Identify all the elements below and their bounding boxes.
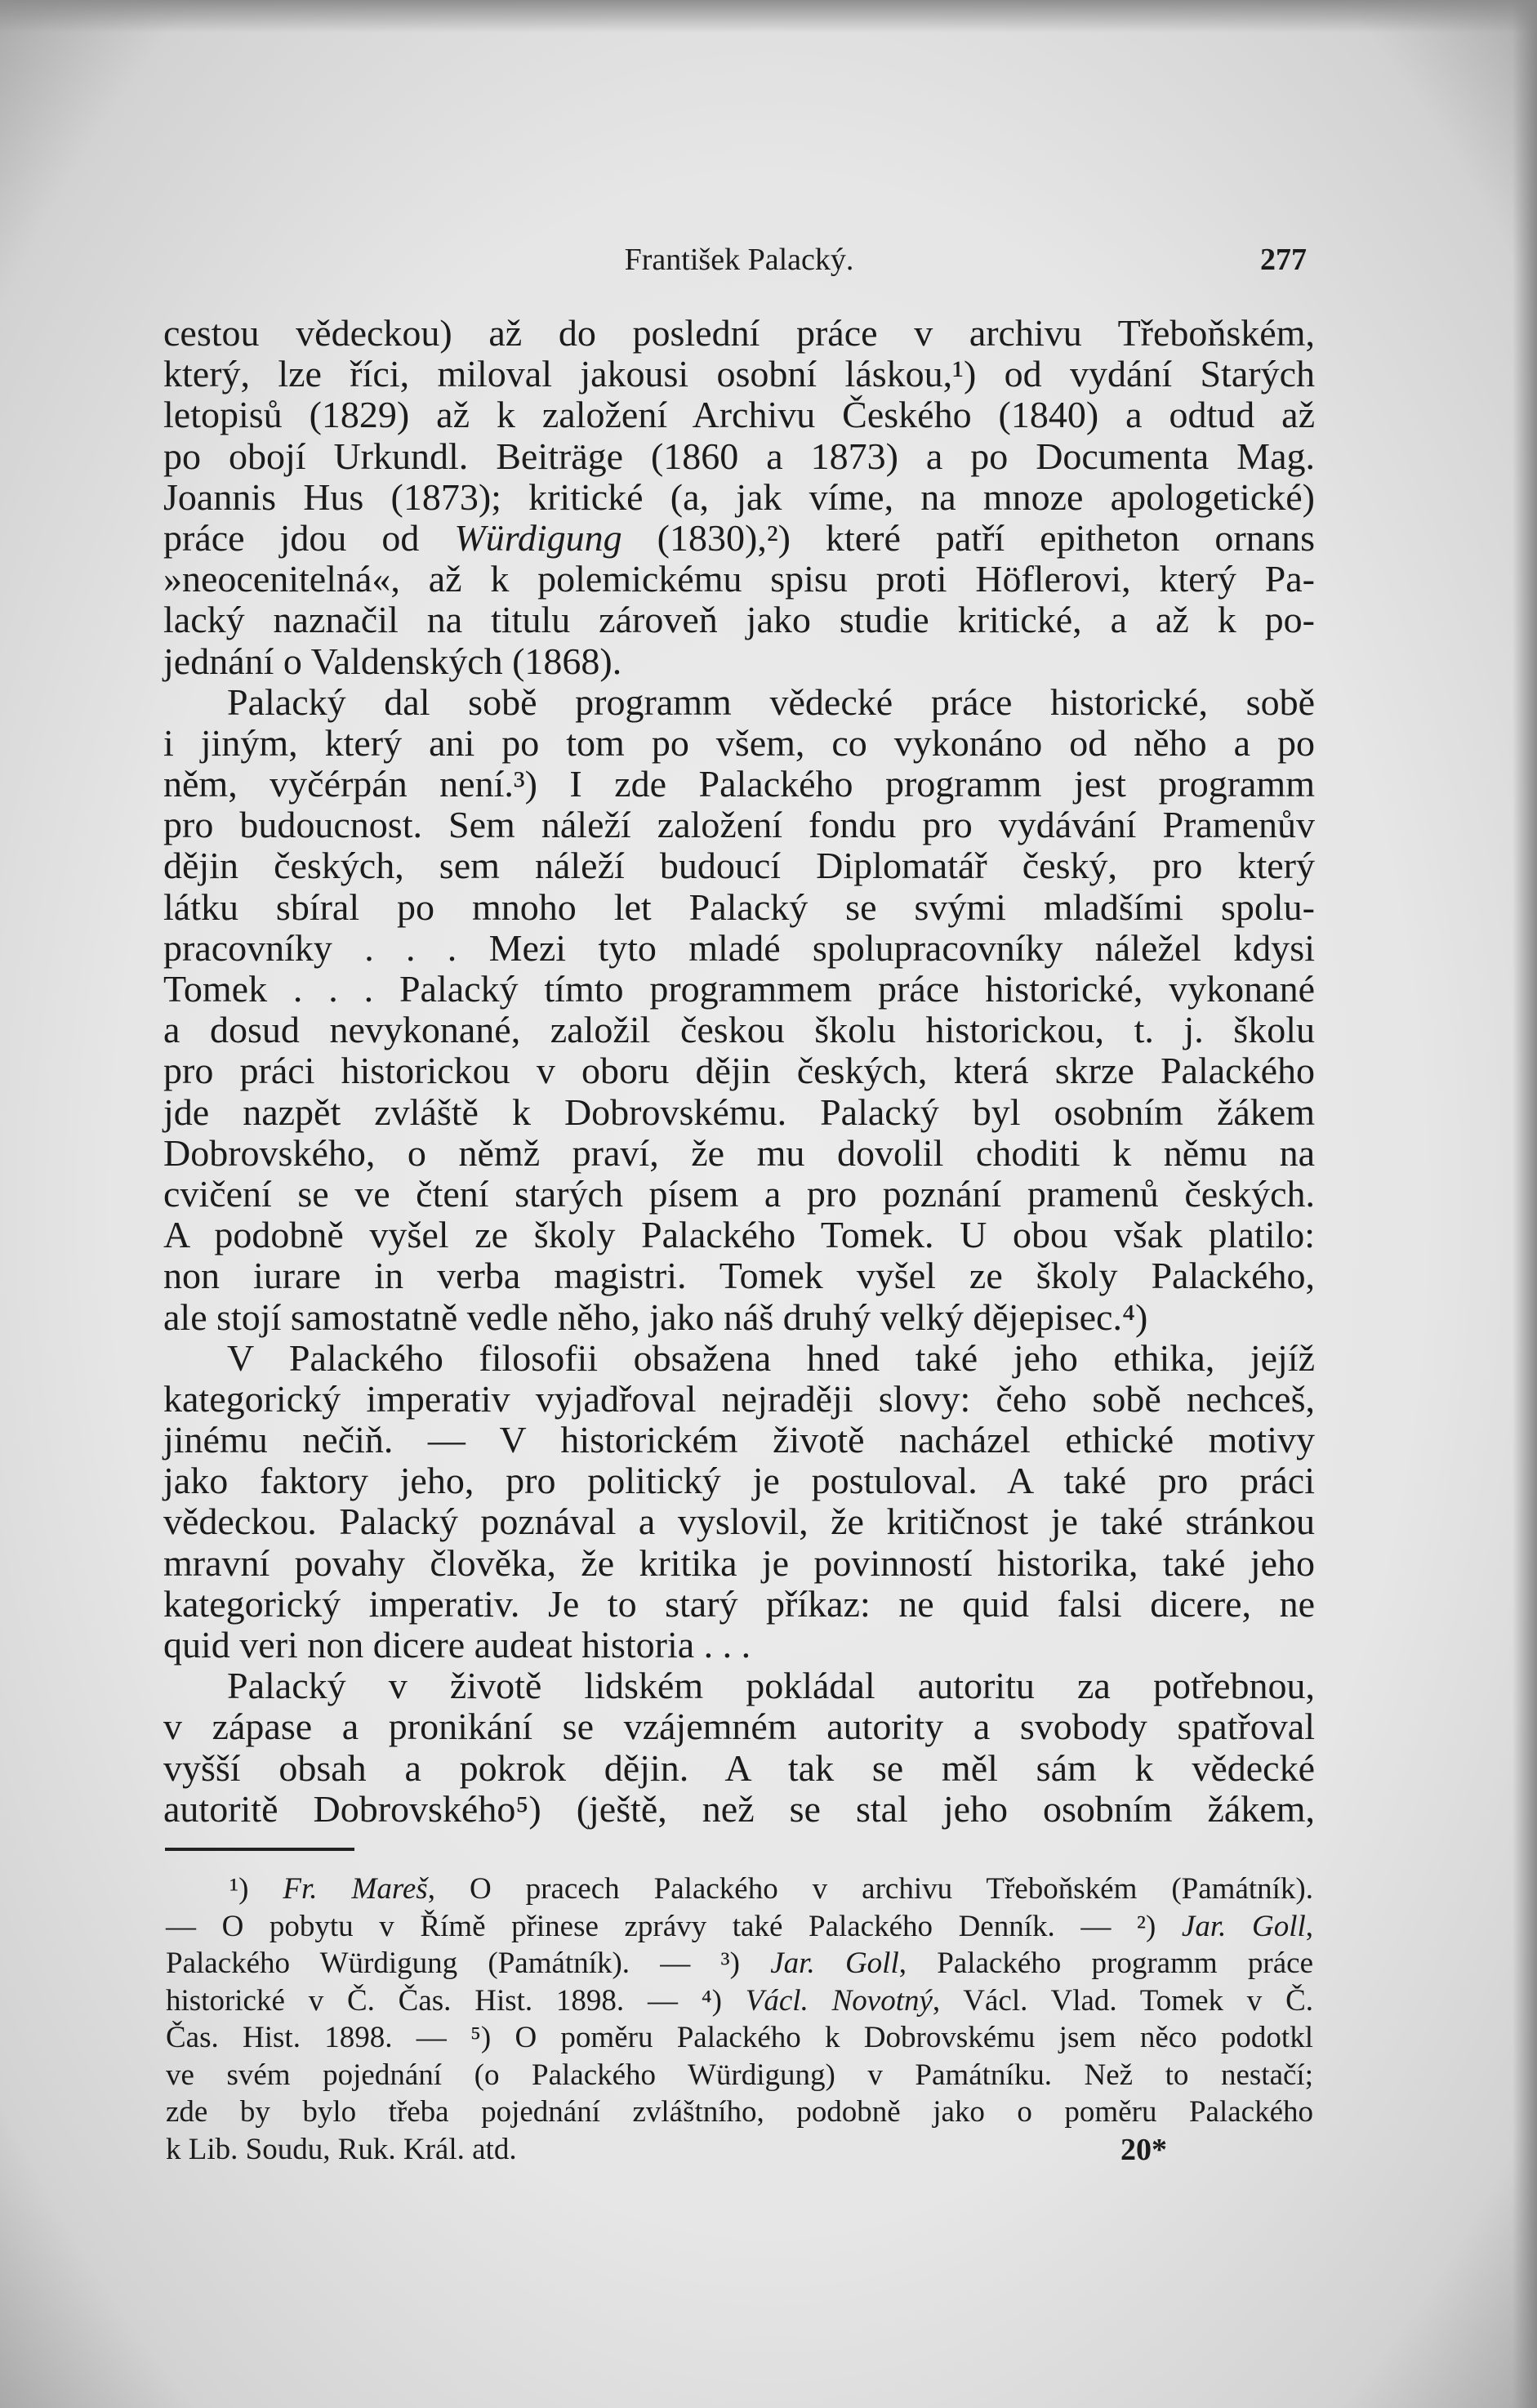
signature-mark: 20* (1120, 2133, 1167, 2167)
text-segment: práce jdou od (163, 516, 455, 559)
text-segment: , (1305, 1909, 1314, 1943)
text-line (163, 518, 1315, 559)
text-line: látku sbíral po mnoho let Palacký se svými mladšími spolu- (163, 885, 1315, 928)
text-line: lacký naznačil na titulu zároveň jako studie kritické, a až k po- (163, 599, 1315, 641)
text-line: kategorický imperativ. Je to starý příkaz: ne quid falsi dicere, ne (163, 1582, 1315, 1625)
text-line: Palacký v životě lidském pokládal autoritu za potřebnou, (227, 1665, 1315, 1707)
paragraph (163, 682, 1315, 1338)
text-line: jednání o Valdenských (1868). (163, 640, 622, 682)
italic-segment: Jar. Goll (770, 1946, 899, 1980)
text-segment: , Palackého programm práce (898, 1946, 1313, 1980)
text-line: V Palackého filosofii obsažena hned také jeho ethika, jejíž (227, 1336, 1315, 1379)
text-line: A podobně vyšel ze školy Palackého Tomek. U obou však platilo: (163, 1214, 1315, 1256)
text-line: autoritě Dobrovského⁵) (ještě, než se stal jeho osobním žákem, (163, 1787, 1315, 1830)
text-segment: — O pobytu v Římě přinese zprávy také Palackého Denník. — ²) (166, 1909, 1182, 1943)
paragraph (163, 1338, 1315, 1666)
text-line: pracovníky . . . Mezi tyto mladé spolupracovníky náležel kdysi (163, 926, 1315, 969)
footnotes (166, 1871, 1313, 2168)
text-line: mravní povahy člověka, že kritika je povinností historika, také jeho (163, 1541, 1315, 1584)
text-segment: historické v Č. Čas. Hist. 1898. — ⁴) (166, 1983, 746, 2018)
body-text (163, 313, 1315, 1830)
text-line: »neocenitelná«, až k polemickému spisu proti Höflerovi, který Pa- (163, 558, 1315, 600)
scan-shadow-right (1512, 0, 1537, 2408)
text-line: quid veri non dicere audeat historia . . . (163, 1624, 751, 1666)
paragraph (163, 1666, 1315, 1830)
page-number: 277 (1260, 243, 1307, 277)
text-line: pro práci historickou v oboru dějin českých, která skrze Palackého (163, 1050, 1315, 1092)
italic-segment: Jar. Goll (1181, 1909, 1306, 1943)
text-segment: ¹) (229, 1872, 283, 1906)
text-line: Dobrovského, o němž praví, že mu dovolil choditi k němu na (163, 1131, 1315, 1174)
text-line: cvičení se ve čtení starých písem a pro poznání pramenů českých. (163, 1172, 1315, 1215)
text-line: jako faktory jeho, pro politický je postuloval. A také pro práci (163, 1460, 1315, 1502)
text-line: vyšší obsah a pokrok dějin. A tak se měl sám k vědecké (163, 1746, 1315, 1789)
text-line: jinému nečiň. — V historickém životě nacházel ethické motivy (163, 1419, 1315, 1461)
text-line: Palacký dal sobě programm vědecké práce historické, sobě (227, 680, 1315, 723)
footnote-line (166, 1982, 1313, 2020)
text-line: Joannis Hus (1873); kritické (a, jak víme, na mnoze apologetické) (163, 475, 1315, 518)
italic-segment: Václ. Novotný (745, 1983, 933, 2018)
footnote-line: k Lib. Soudu, Ruk. Král. atd. (166, 2132, 517, 2166)
footnote-line: ve svém pojednání (o Palackého Würdigung) v Památníku. Než to nestačí; (166, 2058, 1313, 2092)
text-line: non iurare in verba magistri. Tomek vyšel ze školy Palackého, (163, 1255, 1315, 1297)
footnote-line (166, 1908, 1313, 1946)
text-segment: Palackého Würdigung (Památník). — ³) (166, 1946, 771, 1980)
text-line: i jiným, který ani po tom po všem, co vykonáno od něho a po (163, 721, 1315, 764)
text-line: ale stojí samostatně vedle něho, jako náš druhý velký dějepisec.⁴) (163, 1295, 1148, 1338)
footnote-line: zde by bylo třeba pojednání zvláštního, podobně jako o poměru Palackého (166, 2095, 1313, 2129)
italic-segment: Würdigung (454, 516, 622, 559)
running-head (163, 242, 1315, 283)
text-line: dějin českých, sem náleží budoucí Diplomatář český, pro který (163, 845, 1315, 887)
text-line: něm, vyčérpán není.³) I zde Palackého programm jest programm (163, 763, 1315, 805)
text-line: kategorický imperativ vyjadřoval nejraději slovy: čeho sobě nechceš, (163, 1377, 1315, 1420)
scan-shadow-top (0, 0, 1537, 33)
text-segment: , O pracech Palackého v archivu Třeboňském (Památník). (427, 1872, 1314, 1906)
text-segment: , Václ. Vlad. Tomek v Č. (932, 1983, 1314, 2018)
footnote-line: Čas. Hist. 1898. — ⁵) O poměru Palackého k Dobrovskému jsem něco podotkl (166, 2021, 1313, 2054)
text-line: který, lze říci, miloval jakousi osobní láskou,¹) od vydání Starých (163, 353, 1315, 395)
text-line: v zápase a pronikání se vzájemném autority a svobody spatřoval (163, 1706, 1315, 1748)
text-line: jde nazpět zvláště k Dobrovskému. Palacký byl osobním žákem (163, 1090, 1315, 1133)
text-line: vědeckou. Palacký poznával a vyslovil, že kritičnost je také stránkou (163, 1501, 1315, 1543)
footnote-line (166, 1871, 1313, 1908)
italic-segment: Fr. Mareš (283, 1872, 428, 1906)
text-line: pro budoucnost. Sem náleží založení fondu pro vydávání Pramenův (163, 804, 1315, 846)
text-line: po obojí Urkundl. Beiträge (1860 a 1873) a po Documenta Mag. (163, 435, 1315, 477)
running-title: František Palacký. (624, 243, 854, 277)
text-segment: (1830),²) které patří epitheton ornans (621, 516, 1315, 559)
text-line: cestou vědeckou) až do poslední práce v archivu Třeboňském, (163, 312, 1315, 354)
paragraph (163, 313, 1315, 682)
text-line: a dosud nevykonané, založil českou školu historickou, t. j. školu (163, 1009, 1315, 1051)
text-line: letopisů (1829) až k založení Archivu Českého (1840) a odtud až (163, 394, 1315, 436)
footnote-line (166, 1945, 1313, 1982)
footnote-separator (165, 1848, 354, 1851)
text-line: Tomek . . . Palacký tímto programmem práce historické, vykonané (163, 968, 1315, 1010)
